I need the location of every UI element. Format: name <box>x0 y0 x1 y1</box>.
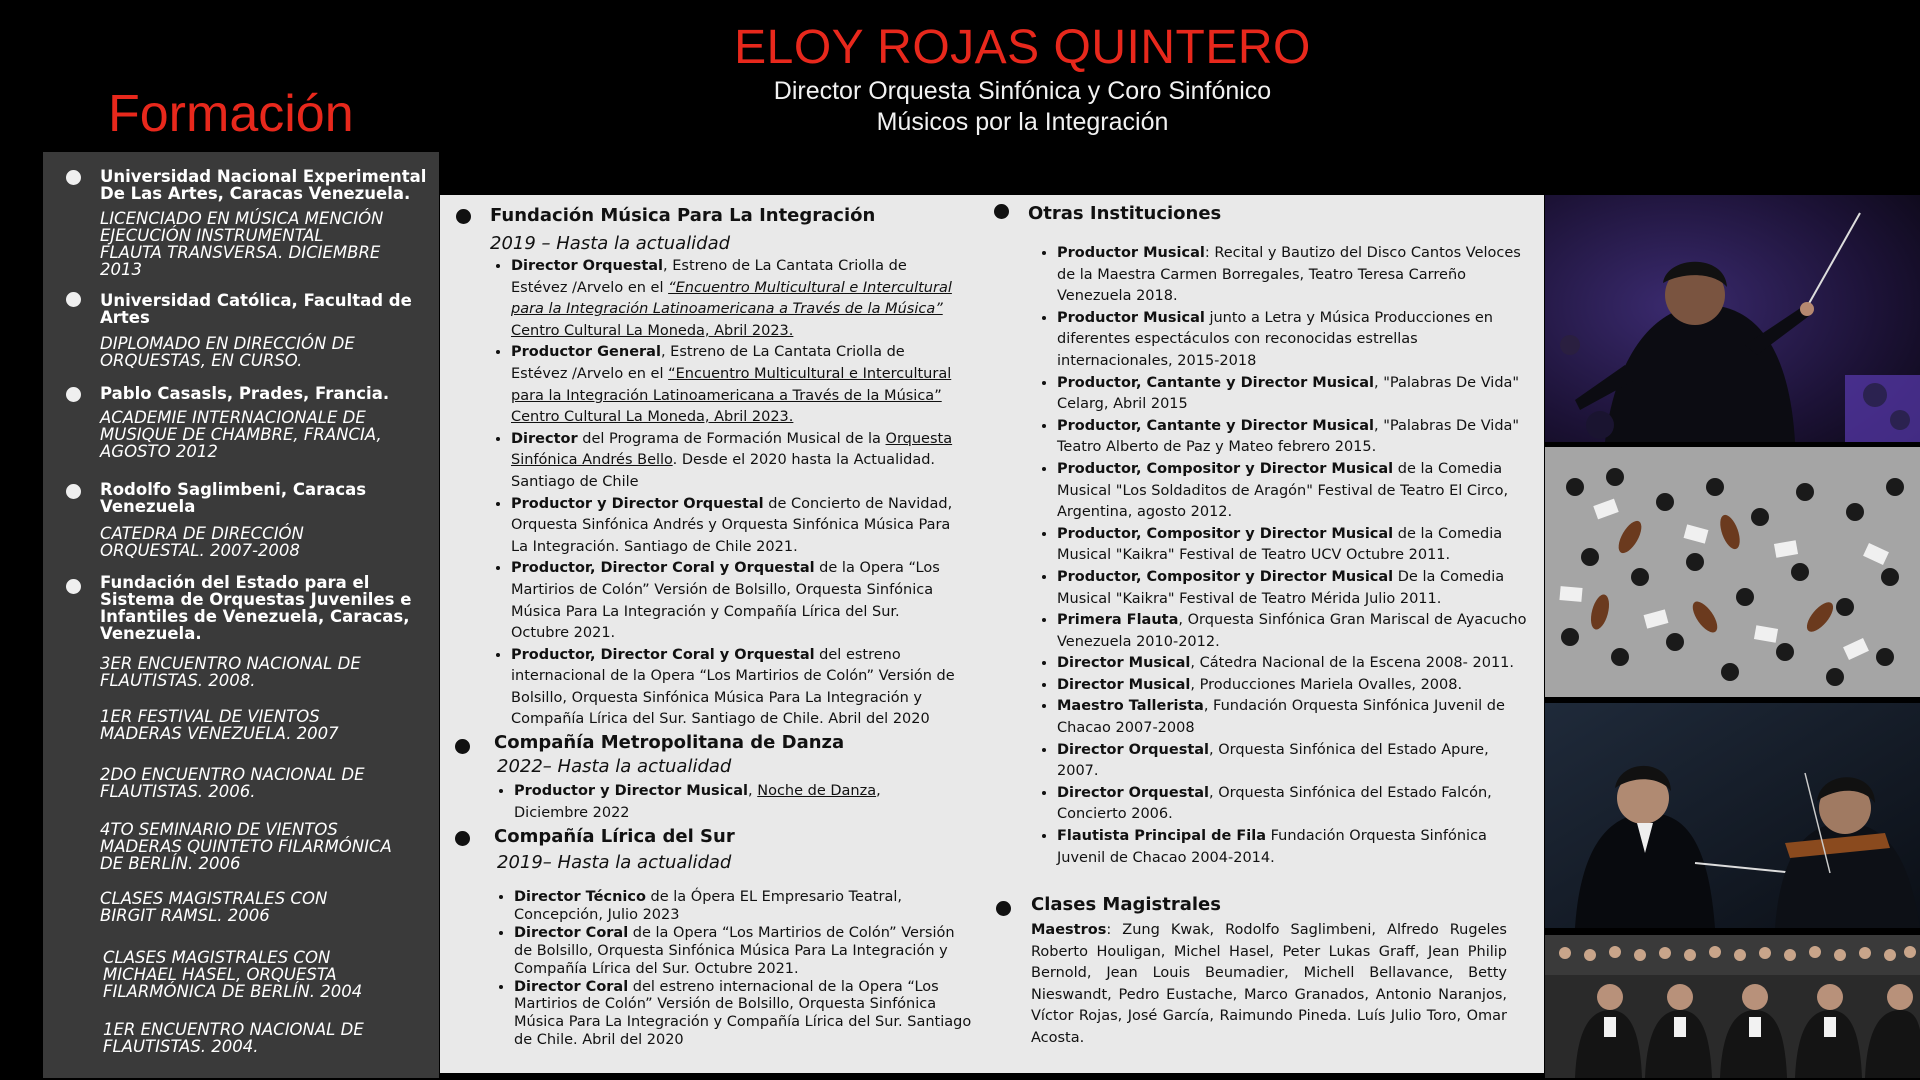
list-item: • Director Musical, Cátedra Nacional de la Escena 2008- 2011. <box>1057 653 1532 675</box>
formacion-title: Formación <box>108 85 354 143</box>
list-item: • Productor, Cantante y Director Musical, "Palabras De Vida" Celarg, Abril 2015 <box>1057 373 1532 416</box>
page-title: ELOY ROJAS QUINTERO <box>734 21 1311 74</box>
subtitle-line-1: Director Orquesta Sinfónica y Coro Sinfónico <box>773 77 1272 105</box>
section-period: 2019– Hasta la actualidad <box>497 852 732 873</box>
fundacion-list <box>511 256 956 731</box>
orchestra-photo <box>1545 447 1920 697</box>
group-photo <box>1545 935 1920 1078</box>
experience-panel <box>440 195 1544 1073</box>
degree: LICENCIADO EN MÚSICA MENCIÓN EJECUCIÓN INSTRUMENTAL FLAUTA TRANSVERSA. DICIEMBRE 2013 <box>100 209 384 279</box>
list-item: • Director del Programa de Formación Musical de la Orquesta Sinfónica Andrés Bello. Desde el 2020 hasta la Actualidad. Santiago de Chile <box>511 429 956 494</box>
subtitle-line-2: Músicos por la Integración <box>876 108 1169 136</box>
maestros-text: Maestros: Zung Kwak, Rodolfo Saglimbeni, Alfredo Rugeles Roberto Houligan, Michel Hasel, Peter Lukas Graff, Jean Philip Bernold, Jean Louis Beumadier, Michell Bellavance, Betty Nieswandt, Pedro Eustache, Marco Granados, Antonio Naranjos, Víctor Rojas, José García, Raimundo Pineda. Luís Julio Toro, Omar Acosta. <box>1031 922 1507 1046</box>
group-photo-image <box>1545 935 1920 1078</box>
danza-list <box>514 781 959 824</box>
bullet-icon <box>66 484 81 499</box>
degree: 4TO SEMINARIO DE VIENTOS MADERAS QUINTETO FILARMÓNICA DE BERLÍN. 2006 <box>100 820 392 873</box>
degree: DIPLOMADO EN DIRECCIÓN DE ORQUESTAS, EN CURSO. <box>100 334 355 370</box>
list-item: • Productor, Cantante y Director Musical, "Palabras De Vida" Teatro Alberto de Paz y Mateo febrero 2015. <box>1057 416 1532 459</box>
list-item: • Maestro Tallerista, Fundación Orquesta Sinfónica Juvenil de Chacao 2007-2008 <box>1057 696 1532 739</box>
violinist-photo <box>1545 703 1920 928</box>
violinist-photo-image <box>1545 703 1920 928</box>
section-title-otras: Otras Instituciones <box>1028 203 1222 224</box>
list-item: • Productor, Compositor y Director Musical de la Comedia Musical "Los Soldaditos de Aragón" Festival de Teatro El Circo, Argentina, agosto 2012. <box>1057 459 1532 524</box>
conductor-photo <box>1545 195 1920 442</box>
bullet-icon <box>66 579 81 594</box>
list-item: • Productor y Director Orquestal de Concierto de Navidad, Orquesta Sinfónica Andrés y Orquesta Sinfónica Música Para La Integración. Santiago de Chile 2021. <box>511 494 956 559</box>
section-period: 2019 – Hasta la actualidad <box>490 233 731 254</box>
list-item: • Productor Musical: Recital y Bautizo del Disco Cantos Veloces de la Maestra Carmen Borregales, Teatro Teresa Carreño Venezuela 2018. <box>1057 243 1532 308</box>
degree: 2DO ENCUENTRO NACIONAL DE FLAUTISTAS. 2006. <box>100 765 365 801</box>
degree: ACADEMIE INTERNACIONALE DE MUSIQUE DE CHAMBRE, FRANCIA, AGOSTO 2012 <box>100 408 382 461</box>
otras-list <box>1057 243 1532 869</box>
conductor-photo-image <box>1545 195 1920 442</box>
list-item: • Productor, Director Coral y Orquestal de la Opera “Los Martirios de Colón” Versión de Bolsillo, Orquesta Sinfónica Música Para La Integración y Compañía Lírica del Sur. Octubre 2021. <box>511 558 956 644</box>
bullet-icon <box>66 292 81 307</box>
list-item: • Productor, Director Coral y Orquestal del estreno internacional de la Opera “Los Martirios de Colón” Versión de Bolsillo, Orquesta Sinfónica Música Para La Integración y Compañía Lírica del Sur. Santiago de Chile. Abril del 2020 <box>511 645 956 731</box>
section-title-fundacion: Fundación Música Para La Integración <box>490 205 876 226</box>
degree: 3ER ENCUENTRO NACIONAL DE FLAUTISTAS. 2008. <box>100 654 361 690</box>
list-item: • Director Coral de la Opera “Los Martirios de Colón” Versión de Bolsillo, Orquesta Sinfónica Música Para La Integración y Compañía Lírica del Sur. Octubre 2021. <box>514 925 974 979</box>
degree: 1ER FESTIVAL DE VIENTOS MADERAS VENEZUELA. 2007 <box>100 707 339 743</box>
bullet-icon <box>994 204 1009 219</box>
formacion-panel <box>43 152 439 1078</box>
institution: Rodolfo Saglimbeni, Caracas Venezuela <box>100 480 367 516</box>
bullet-icon <box>66 387 81 402</box>
bullet-icon <box>456 209 471 224</box>
institution: Universidad Nacional Experimental De Las Artes, Caracas Venezuela. <box>100 167 427 203</box>
list-item: • Director Orquestal, Orquesta Sinfónica del Estado Apure, 2007. <box>1057 740 1532 783</box>
institution: Fundación del Estado para el Sistema de Orquestas Juveniles e Infantiles de Venezuela, Caracas, Venezuela. <box>100 573 412 643</box>
list-item: • Primera Flauta, Orquesta Sinfónica Gran Mariscal de Ayacucho Venezuela 2010-2012. <box>1057 610 1532 653</box>
lirica-list <box>514 889 974 1050</box>
section-period: 2022– Hasta la actualidad <box>497 756 732 777</box>
list-item: • Productor General, Estreno de La Cantata Criolla de Estévez /Arvelo en el “Encuentro Multicultural e Intercultural para la Integración Latinoamericana a Través de la Música” Centro Cultural La Moneda, Abril 2023. <box>511 342 956 428</box>
degree: 1ER ENCUENTRO NACIONAL DE FLAUTISTAS. 2004. <box>103 1020 364 1056</box>
bullet-icon <box>455 739 470 754</box>
institution: Universidad Católica, Facultad de Artes <box>100 291 412 327</box>
bullet-icon <box>66 170 81 185</box>
list-item: • Director Coral del estreno internacional de la Opera “Los Martirios de Colón” Versión de Bolsillo, Orquesta Sinfónica Música Para La Integración y Compañía Lírica del Sur. Santiago de Chile. Abril del 2020 <box>514 979 974 1051</box>
list-item: • Director Musical, Producciones Mariela Ovalles, 2008. <box>1057 675 1532 697</box>
degree: CATEDRA DE DIRECCIÓN ORQUESTAL. 2007-2008 <box>100 524 304 560</box>
list-item: • Director Técnico de la Ópera EL Empresario Teatral, Concepción, Julio 2023 <box>514 889 974 925</box>
degree: CLASES MAGISTRALES CON MICHAEL HASEL, ORQUESTA FILARMÓNICA DE BERLÍN. 2004 <box>103 948 363 1001</box>
list-item: • Productor Musical junto a Letra y Música Producciones en diferentes espectáculos con reconocidas estrellas internacionales, 2015-2018 <box>1057 308 1532 373</box>
section-title-danza: Compañía Metropolitana de Danza <box>494 732 845 753</box>
degree: CLASES MAGISTRALES CON BIRGIT RAMSL. 2006 <box>100 889 328 925</box>
list-item: • Productor, Compositor y Director Musical de la Comedia Musical "Kaikra" Festival de Teatro UCV Octubre 2011. <box>1057 524 1532 567</box>
header <box>640 20 1405 138</box>
institution: Pablo Casasls, Prades, Francia. <box>100 384 390 403</box>
orchestra-photo-image <box>1545 447 1920 697</box>
section-title-clases: Clases Magistrales <box>1031 894 1221 915</box>
list-item: • Productor, Compositor y Director Musical De la Comedia Musical "Kaikra" Festival de Teatro Mérida Julio 2011. <box>1057 567 1532 610</box>
bullet-icon <box>996 901 1011 916</box>
list-item: • Director Orquestal, Orquesta Sinfónica del Estado Falcón, Concierto 2006. <box>1057 783 1532 826</box>
list-item: • Productor y Director Musical, Noche de Danza, Diciembre 2022 <box>514 781 959 824</box>
list-item: • Flautista Principal de Fila Fundación Orquesta Sinfónica Juvenil de Chacao 2004-2014. <box>1057 826 1532 869</box>
section-title-lirica: Compañía Lírica del Sur <box>494 826 735 847</box>
bullet-icon <box>455 831 470 846</box>
list-item: • Director Orquestal, Estreno de La Cantata Criolla de Estévez /Arvelo en el “Encuentro Multicultural e Intercultural para la Integración Latinoamericana a Través de la Música” Centro Cultural La Moneda, Abril 2023. <box>511 256 956 342</box>
